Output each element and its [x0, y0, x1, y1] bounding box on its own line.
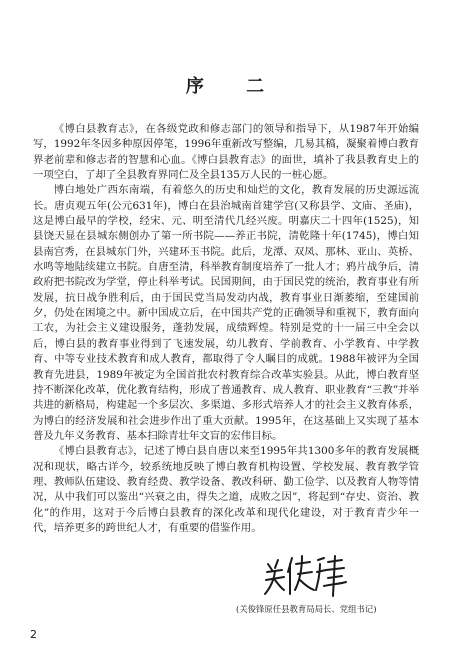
handwritten-signature: [262, 550, 348, 598]
page-number: 2: [30, 628, 37, 641]
preface-body: [33, 122, 419, 536]
page-title: 序 二: [185, 76, 283, 97]
paragraph: 博白地处广西东南端，有着悠久的历史和灿烂的文化，教育发展的历史源远流长。唐贞观五年(公元631年)，博白在县治城南首建学宫(又称县学、文庙、圣庙)，这是博白最早的学校，经宋、元、明至清代几经兴废。明嘉庆二十四年(1525)，知县饶天显在县城东侧创办了第一所书院——养正书院，清乾隆十年(1745)，博白知县南宫秀，在县城东门外，兴建环玉书院。此后，龙潭、双凤、那林、亚山、英桥、水鸣等地陆续建立书院。自唐至清，科举教育制度培养了一批人才；鸦片战争后，清政府把书院改为学堂，停止科举考试。民国期间，由于国民党的统治，教育事业有所发展，抗日战争胜利后，由于国民党当局发动内战，教育事业日渐萎缩，至建国前夕，仍处在困境之中。新中国成立后，在中国共产党的正确领导和重视下，教育面向工农，为社会主义建设服务，蓬勃发展，成绩辉煌。特别是党的十一届三中全会以后，博白县的教育事业得到了飞速发展，幼儿教育、学前教育、小学教育、中学教育、中等专业技术教育和成人教育，都取得了令人瞩目的成就。1988年被评为全国教育先进县，1989年被定为全国首批农村教育综合改革实验县。从此，博白教育坚持不断深化改革，优化教育结构，形成了普通教育、成人教育、职业教育“三教”并举共进的新格局，构建起一个多层次、多渠道、多形式培养人才的社会主义教育体系，为博白的经济发展和社会进步作出了重大贡献。1995年，在这基础上又实现了基本普及九年义务教育、基本扫除青壮年文盲的宏伟目标。: [33, 184, 419, 442]
paragraph: 《博白县教育志》，在各级党政和修志部门的领导和指导下，从1987年开始编写，1992年冬因多种原因停笔，1996年重新改写整编，几易其稿，凝聚着博白教育界老前辈和修志者的智慧和心血。《博白县教育志》的面世，填补了我县教育史上的一项空白，了却了全县教育界同仁及全县135万人民的一桩心愿。: [33, 123, 419, 182]
paragraph: 《博白县教育志》，记述了博白县自唐以来至1995年共1300多年的教育发展概况和现状，略古详今，较系统地反映了博白教育机构设置、学校发展、教育教学管理、教师队伍建设、教育经费、教学设备、教改科研、勤工俭学、以及教育人物等情况，从中我们可以鉴出“兴衰之由，得失之道，成败之因”，将起到“存史、资治、教化”的作用，这对于今后博白县教育的深化改革和现代化建设，对于教育青少年一代，培养更多的跨世纪人才，有重要的借鉴作用。: [33, 445, 419, 534]
author-caption: (关俊锋原任县教育局局长、党组书记): [236, 604, 377, 614]
